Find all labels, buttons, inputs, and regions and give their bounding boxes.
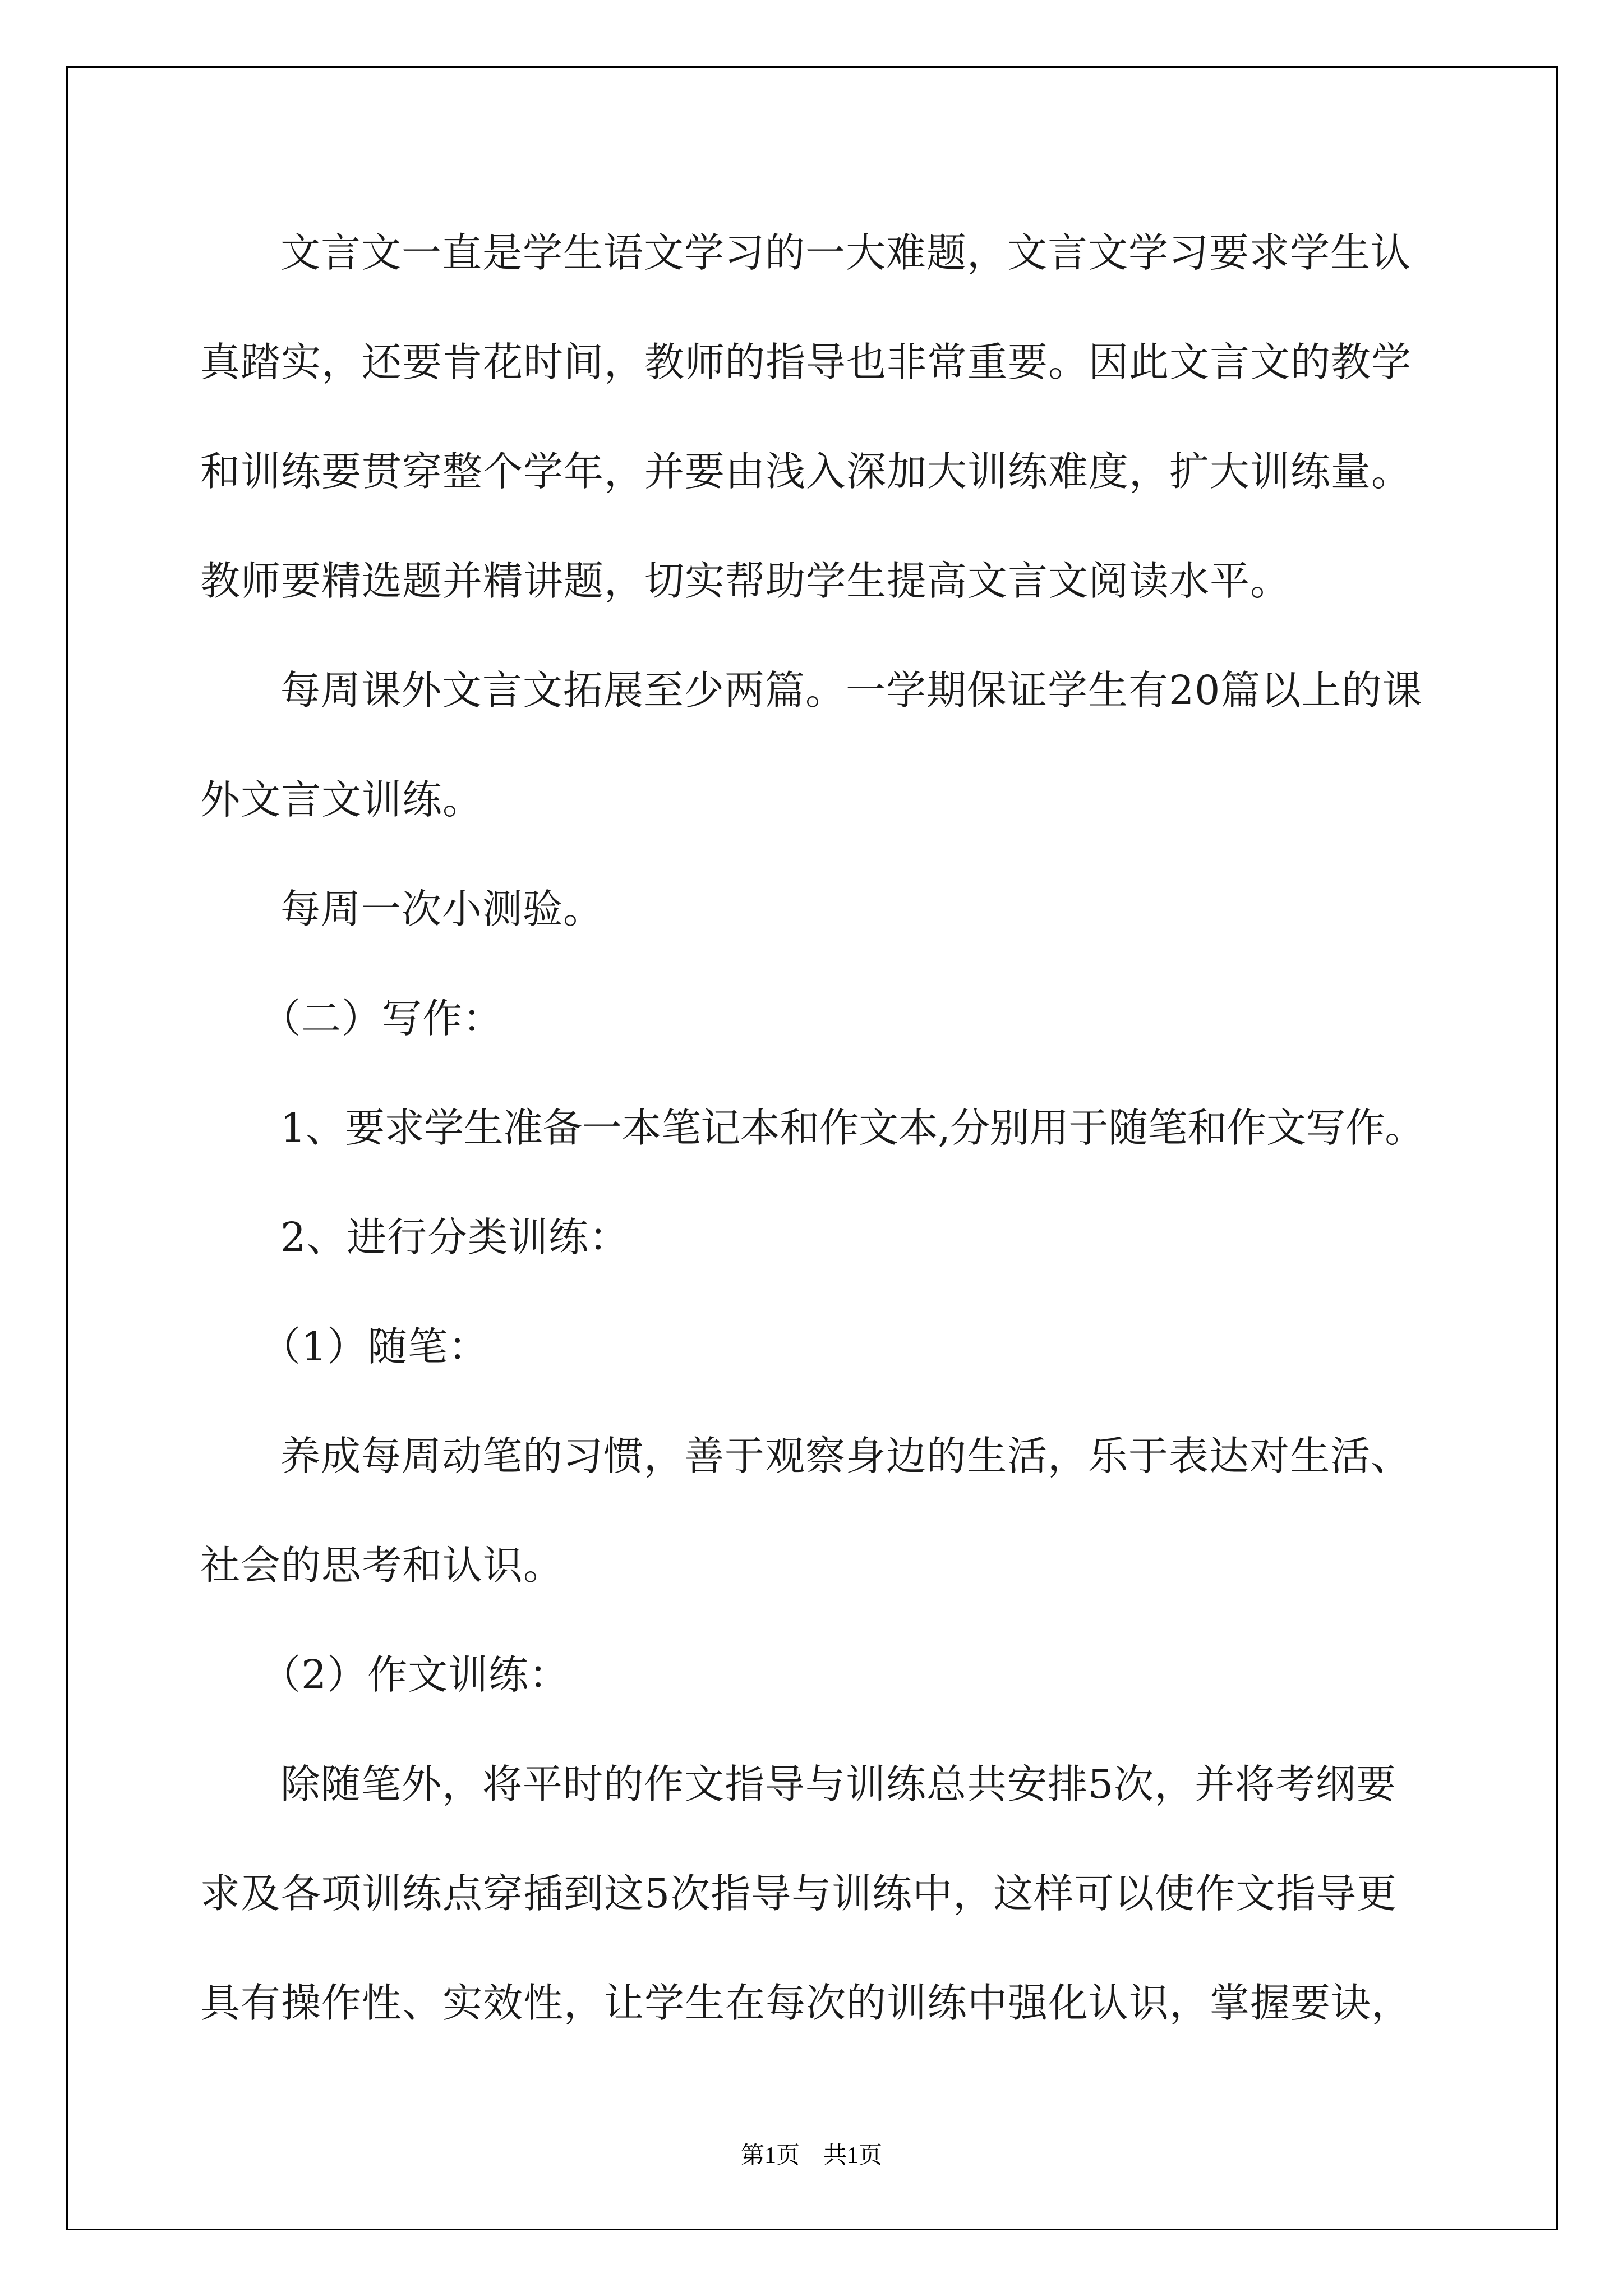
- paragraph-line: 社会的思考和认识。: [200, 1542, 564, 1589]
- paragraph-line: 1、要求学生准备一本笔记本和作文本,分别用于随笔和作文写作。: [280, 1105, 1424, 1151]
- subsection-heading: （2）作文训练：: [261, 1651, 570, 1698]
- paragraph-line: 每周一次小测验。: [280, 886, 604, 932]
- paragraph-line: 具有操作性、实效性，让学生在每次的训练中强化认识，掌握要诀，: [200, 1980, 1412, 2026]
- paragraph-line: 养成每周动笔的习惯，善于观察身边的生活，乐于表达对生活、: [280, 1433, 1412, 1479]
- paragraph-line: 教师要精选题并精讲题，切实帮助学生提高文言文阅读水平。: [200, 558, 1291, 604]
- paragraph-line: 文言文一直是学生语文学习的一大难题，文言文学习要求学生认: [280, 229, 1412, 276]
- paragraph-line: 每周课外文言文拓展至少两篇。一学期保证学生有20篇以上的课: [280, 667, 1423, 714]
- paragraph-line: 外文言文训练。: [200, 776, 483, 823]
- subsection-heading: （1）随笔：: [261, 1323, 489, 1370]
- paragraph-line: 和训练要贯穿整个学年，并要由浅入深加大训练难度，扩大训练量。: [200, 448, 1412, 495]
- paragraph-line: 真踏实，还要肯花时间，教师的指导也非常重要。因此文言文的教学: [200, 339, 1412, 385]
- paragraph-line: 除随笔外，将平时的作文指导与训练总共安排5次，并将考纲要: [280, 1761, 1397, 1807]
- paragraph-line: 求及各项训练点穿插到这5次指导与训练中，这样可以使作文指导更: [200, 1870, 1398, 1917]
- paragraph-line: 2、进行分类训练：: [280, 1214, 630, 1260]
- section-heading: （二）写作：: [261, 995, 504, 1042]
- page-footer: 第1页 共1页: [740, 2143, 882, 2169]
